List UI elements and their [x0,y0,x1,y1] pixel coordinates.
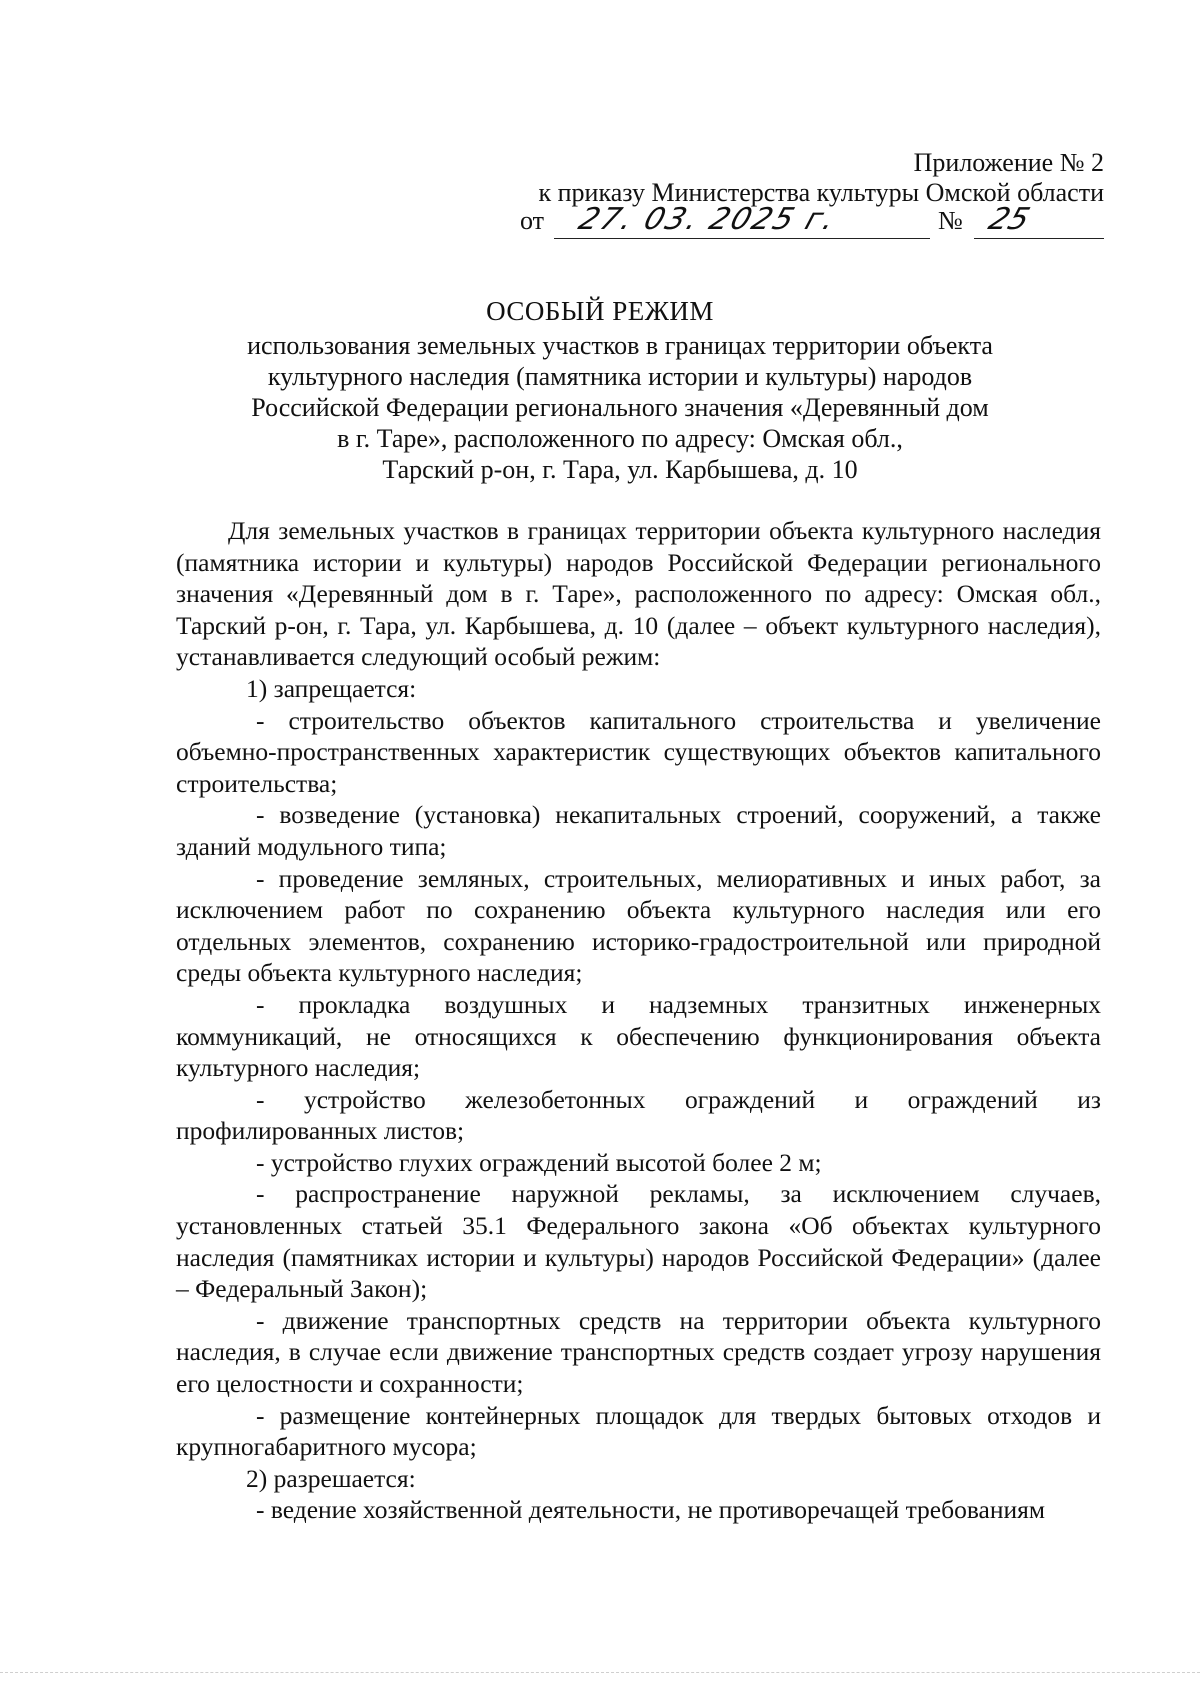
subtitle-line: использования земельных участков в границах территории объекта [247,331,993,360]
section-heading-permitted: 2) разрешается: [246,1463,416,1493]
scan-edge-line [0,1672,1200,1673]
list-item: - устройство глухих ограждений высотой более 2 м; [256,1147,822,1177]
list-item: - устройство железобетонных ограждений и ограждений из профилированных листов; [176,1084,1101,1146]
subtitle-line: в г. Таре», расположенного по адресу: Омская обл., [337,424,903,453]
list-item: - возведение (установка) некапитальных строений, сооружений, а также зданий модульного типа; [176,800,1101,861]
list-item: - размещение контейнерных площадок для твердых бытовых отходов и крупногабаритного мусора; [176,1400,1101,1462]
list-item: - ведение хозяйственной деятельности, не противоречащей требованиям [256,1495,1045,1525]
document-subtitle [200,330,1040,485]
list-item: - прокладка воздушных и надземных транзитных инженерных коммуникаций, не относящихся к обеспечению функционирования объекта культурного наследия; [176,989,1101,1083]
order-date-line [520,202,1104,242]
list-item: - строительство объектов капитального строительства и увеличение объемно-пространственных характеристик существующих объектов капитального строительства; [176,705,1101,798]
appendix-number: Приложение № 2 [913,148,1104,177]
subtitle-line: Российской Федерации регионального значения «Деревянный дом [251,393,989,422]
handwritten-number: 25 [984,202,1034,237]
list-item: - распространение наружной рекламы, за исключением случаев, установленных статьей 35.1 Федерального закона «Об объектах культурного наследия (памятниках истории и культуры) народов Российской Федерации» (далее – Федеральный Закон); [176,1179,1101,1304]
section-heading-prohibited: 1) запрещается: [246,673,417,703]
subtitle-line: Тарский р-он, г. Тара, ул. Карбышева, д. 10 [382,455,858,484]
date-label: от [520,206,545,235]
intro-paragraph: Для земельных участков в границах территории объекта культурного наследия (памятника истории и культуры) народов Российской Федерации регионального значения «Деревянный дом в г. Таре», расположенного по адресу: Омская обл., Тарский р-он, г. Тара, ул. Карбышева, д. 10 (далее – объект культурного наследия), устанавливается следующий особый режим: [176,516,1101,672]
document-title: ОСОБЫЙ РЕЖИМ [486,296,714,326]
list-item: - проведение земляных, строительных, мелиоративных и иных работ, за исключением работ по сохранению объекта культурного наследия или его отдельных элементов, сохранению историко-градостроительной или природной среды объекта культурного наследия; [176,863,1101,988]
handwritten-date: 27. 03. 2025 г. [574,202,842,237]
order-reference: к приказу Министерства культуры Омской области [538,178,1104,207]
list-item: - движение транспортных средств на территории объекта культурного наследия, в случае если движение транспортных средств создает угрозу нарушения его целостности и сохранности; [176,1305,1101,1399]
date-underline [554,238,930,239]
subtitle-line: культурного наследия (памятника истории и культуры) народов [267,362,973,391]
number-underline [974,238,1104,239]
number-label: № [938,206,963,235]
document-body [176,515,1101,1526]
